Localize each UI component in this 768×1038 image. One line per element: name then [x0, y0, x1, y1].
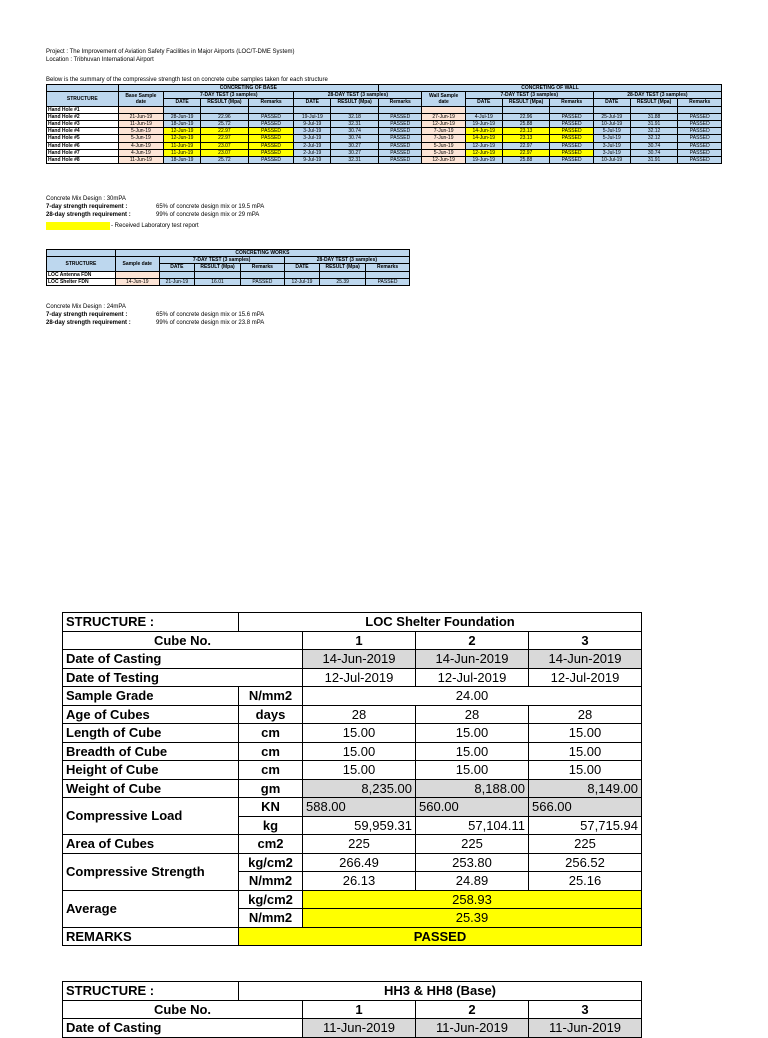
weight-label: Weight of Cube — [63, 779, 239, 798]
table-cell — [422, 106, 465, 113]
casting-3: 11-Jun-2019 — [529, 1019, 642, 1038]
table-cell — [201, 106, 249, 113]
area-2: 225 — [416, 835, 529, 854]
area-label: Area of Cubes — [63, 835, 239, 854]
breadth-unit: cm — [239, 742, 303, 761]
table-cell: PASSED — [550, 149, 593, 156]
avg-unit-kg: kg/cm2 — [239, 890, 303, 909]
table-cell: PASSED — [379, 113, 422, 120]
remarks-value: PASSED — [239, 927, 642, 946]
table-cell: PASSED — [379, 121, 422, 128]
date-header: DATE — [164, 99, 201, 106]
table-cell — [294, 106, 331, 113]
table-row — [47, 271, 410, 278]
table-cell: PASSED — [379, 142, 422, 149]
length-1: 15.00 — [303, 724, 416, 743]
length-3: 15.00 — [529, 724, 642, 743]
casting-label: Date of Casting — [63, 650, 303, 669]
strength-kg-2: 253.80 — [416, 853, 529, 872]
table-cell: 2-Jul-19 — [294, 149, 331, 156]
table-cell: 30.74 — [331, 135, 379, 142]
table-cell: 25.39 — [320, 278, 366, 285]
req7-label: 7-day strength requirement : — [46, 204, 128, 210]
table-cell: 4-Jun-19 — [118, 149, 164, 156]
load-unit-kn: KN — [239, 798, 303, 817]
table-cell: 3-Jul-19 — [294, 135, 331, 142]
age-2: 28 — [416, 705, 529, 724]
table-cell: PASSED — [379, 135, 422, 142]
table-cell: 7-Jun-19 — [422, 128, 465, 135]
strength-kg-1: 266.49 — [303, 853, 416, 872]
summary-table-works — [46, 249, 410, 286]
table-cell: 18-Jun-19 — [164, 121, 201, 128]
table-cell: 25.72 — [201, 157, 249, 164]
age-unit: days — [239, 705, 303, 724]
req28-value: 99% of concrete design mix or 29 mPA — [156, 212, 260, 218]
table-cell: PASSED — [248, 128, 294, 135]
legend-swatch — [46, 222, 110, 230]
table-cell: 11-Jun-19 — [118, 121, 164, 128]
table-cell: 23.07 — [201, 149, 249, 156]
load-kg-3: 57,715.94 — [529, 816, 642, 835]
table-cell: 22.97 — [201, 135, 249, 142]
table-row — [47, 149, 722, 156]
table-cell: 22.97 — [201, 128, 249, 135]
table-cell: 3-Jul-19 — [294, 128, 331, 135]
table-cell: 31.88 — [630, 113, 678, 120]
table-cell — [379, 106, 422, 113]
test7-header: 7-DAY TEST (3 samples) — [164, 92, 294, 99]
casting-3: 14-Jun-2019 — [529, 650, 642, 669]
table-cell: 7-Jun-19 — [422, 135, 465, 142]
table-row — [47, 128, 722, 135]
table-cell: 22.97 — [502, 149, 550, 156]
table-cell: 32.18 — [331, 113, 379, 120]
strength-n-2: 24.89 — [416, 872, 529, 891]
table-cell: PASSED — [678, 135, 722, 142]
breadth-label: Breadth of Cube — [63, 742, 239, 761]
testing-1: 12-Jul-2019 — [303, 668, 416, 687]
table-cell: 12-Jun-19 — [465, 142, 502, 149]
table-cell: PASSED — [248, 157, 294, 164]
table-row — [47, 135, 722, 142]
table-cell: 10-Jul-19 — [593, 157, 630, 164]
table-cell — [320, 271, 366, 278]
cube-test-table-hh3-hh8 — [62, 981, 642, 1038]
table-cell: 30.74 — [630, 142, 678, 149]
cube-no-label: Cube No. — [63, 1000, 303, 1019]
table-cell: 31.91 — [630, 121, 678, 128]
length-2: 15.00 — [416, 724, 529, 743]
table-cell: PASSED — [248, 142, 294, 149]
height-label: Height of Cube — [63, 761, 239, 780]
table-cell: PASSED — [248, 135, 294, 142]
remarks-header: Remarks — [248, 99, 294, 106]
cube-no-3: 3 — [529, 1000, 642, 1019]
table-cell: 23.07 — [201, 142, 249, 149]
req28-note-2 — [46, 320, 265, 328]
strength-kg-3: 256.52 — [529, 853, 642, 872]
table-cell — [284, 271, 319, 278]
table-cell: 18-Jun-19 — [164, 157, 201, 164]
table-cell — [159, 271, 194, 278]
table-cell — [240, 271, 284, 278]
summary-line: Below is the summary of the compressive strength test on concrete cube samples taken for each structure — [46, 77, 328, 83]
date-header: DATE — [294, 99, 331, 106]
table-cell — [248, 106, 294, 113]
table-cell: 12-Jul-19 — [284, 278, 319, 285]
mix-design-note-2: Concrete Mix Design : 24mPA — [46, 304, 126, 310]
table-cell: PASSED — [550, 157, 593, 164]
table-cell: 21-Jun-19 — [159, 278, 194, 285]
table-cell: 32.12 — [630, 128, 678, 135]
remarks-label: REMARKS — [63, 927, 239, 946]
load-kn-2: 560.00 — [416, 798, 529, 817]
table-cell — [550, 106, 593, 113]
strength-label: Compressive Strength — [63, 853, 239, 890]
table-cell: PASSED — [678, 121, 722, 128]
table-cell: 4-Jul-19 — [465, 113, 502, 120]
cube-test-table-loc-shelter — [62, 612, 642, 946]
table-cell — [331, 106, 379, 113]
weight-2: 8,188.00 — [416, 779, 529, 798]
table-cell: PASSED — [379, 128, 422, 135]
average-label: Average — [63, 890, 239, 927]
blank-cell — [47, 85, 119, 92]
table-cell: 14-Jun-19 — [465, 128, 502, 135]
length-unit: cm — [239, 724, 303, 743]
strength-unit-n: N/mm2 — [239, 872, 303, 891]
table-cell: 9-Jul-19 — [294, 157, 331, 164]
table-cell — [502, 106, 550, 113]
table-cell: 25.88 — [502, 157, 550, 164]
table-cell: 12-Jun-19 — [164, 128, 201, 135]
testing-label: Date of Testing — [63, 668, 303, 687]
breadth-1: 15.00 — [303, 742, 416, 761]
result-header: RESULT (Mpa) — [502, 99, 550, 106]
area-unit: cm2 — [239, 835, 303, 854]
casting-2: 14-Jun-2019 — [416, 650, 529, 669]
base-sample-date-header: Base Sample date — [118, 92, 164, 106]
table-cell: PASSED — [366, 278, 410, 285]
req28-value: 99% of concrete design mix or 23.8 mPA — [156, 320, 265, 326]
table-cell: PASSED — [379, 149, 422, 156]
req7-value: 65% of concrete design mix or 15.6 mPA — [156, 312, 265, 318]
table-cell: PASSED — [550, 121, 593, 128]
table-cell: 5-Jun-19 — [422, 142, 465, 149]
table-cell: PASSED — [678, 113, 722, 120]
result-header: RESULT (Mpa) — [630, 99, 678, 106]
load-label: Compressive Load — [63, 798, 239, 835]
remarks-header: Remarks — [379, 99, 422, 106]
summary-table-base-wall — [46, 84, 722, 164]
table-cell: 27-Jun-19 — [422, 113, 465, 120]
table-cell: 25-Jul-19 — [593, 113, 630, 120]
remarks-header: Remarks — [240, 264, 284, 271]
table-cell: 25.88 — [502, 121, 550, 128]
cube-no-2: 2 — [416, 631, 529, 650]
structure-cell: Hand Hole #6 — [47, 142, 119, 149]
structure-cell: Hand Hole #4 — [47, 128, 119, 135]
table-cell: 5-Jul-19 — [593, 128, 630, 135]
structure-header: STRUCTURE — [47, 92, 119, 106]
table-cell: 5-Jun-19 — [118, 135, 164, 142]
cube-no-3: 3 — [529, 631, 642, 650]
mix-design-note: Concrete Mix Design : 30mPA — [46, 196, 126, 202]
strength-n-3: 25.16 — [529, 872, 642, 891]
length-label: Length of Cube — [63, 724, 239, 743]
structure-cell: Hand Hole #1 — [47, 106, 119, 113]
table-cell — [593, 106, 630, 113]
req7-note-2 — [46, 312, 265, 320]
result-header: RESULT (Mpa) — [320, 264, 366, 271]
structure-label: STRUCTURE : — [63, 613, 239, 632]
cube-no-1: 1 — [303, 1000, 416, 1019]
date-header: DATE — [465, 99, 502, 106]
project-line: Project : The Improvement of Aviation Safety Facilities in Major Airports (LOC/T-DME System) — [46, 49, 295, 55]
table-cell: 32.31 — [331, 157, 379, 164]
casting-1: 14-Jun-2019 — [303, 650, 416, 669]
table-cell: PASSED — [248, 121, 294, 128]
table-cell: 5-Jul-19 — [593, 135, 630, 142]
table-cell: 30.27 — [331, 142, 379, 149]
table-cell: 32.31 — [331, 121, 379, 128]
weight-3: 8,149.00 — [529, 779, 642, 798]
table-cell: 3-Jul-19 — [593, 142, 630, 149]
height-1: 15.00 — [303, 761, 416, 780]
table-cell — [678, 106, 722, 113]
table-cell: 14-Jun-19 — [115, 278, 159, 285]
date-header: DATE — [284, 264, 319, 271]
result-header: RESULT (Mpa) — [331, 99, 379, 106]
table-cell: PASSED — [550, 135, 593, 142]
table-cell: PASSED — [550, 128, 593, 135]
weight-unit: gm — [239, 779, 303, 798]
structure-cell: LOC Shelter FDN — [47, 278, 116, 285]
age-label: Age of Cubes — [63, 705, 239, 724]
remarks-header: Remarks — [550, 99, 593, 106]
table-cell: 11-Jun-19 — [118, 157, 164, 164]
weight-1: 8,235.00 — [303, 779, 416, 798]
table-cell: 22.96 — [201, 113, 249, 120]
table-cell: PASSED — [550, 113, 593, 120]
structure-name: HH3 & HH8 (Base) — [239, 982, 642, 1001]
structure-cell: LOC Antenna FDN — [47, 271, 116, 278]
test28-header: 28-DAY TEST (3 samples) — [284, 257, 409, 264]
grade-unit: N/mm2 — [239, 687, 303, 706]
sample-date-header: Sample date — [115, 257, 159, 271]
age-1: 28 — [303, 705, 416, 724]
remarks-header: Remarks — [366, 264, 410, 271]
group-wall: CONCRETING OF WALL — [379, 85, 722, 92]
group-base: CONCRETING OF BASE — [118, 85, 378, 92]
table-cell — [366, 271, 410, 278]
table-cell: 30.74 — [630, 149, 678, 156]
load-kn-1: 588.00 — [303, 798, 416, 817]
table-cell: 12-Jun-19 — [465, 149, 502, 156]
structure-name: LOC Shelter Foundation — [239, 613, 642, 632]
table-cell: 32.12 — [630, 135, 678, 142]
table-cell — [465, 106, 502, 113]
structure-label: STRUCTURE : — [63, 982, 239, 1001]
table-cell: 31.91 — [630, 157, 678, 164]
testing-3: 12-Jul-2019 — [529, 668, 642, 687]
wall-sample-date-header: Wall Sample date — [422, 92, 465, 106]
date-header: DATE — [593, 99, 630, 106]
area-3: 225 — [529, 835, 642, 854]
table-cell: 10-Jul-19 — [593, 121, 630, 128]
testing-2: 12-Jul-2019 — [416, 668, 529, 687]
cube-no-1: 1 — [303, 631, 416, 650]
table-cell: PASSED — [678, 157, 722, 164]
casting-1: 11-Jun-2019 — [303, 1019, 416, 1038]
table-row — [47, 278, 410, 285]
table-cell: 23.13 — [502, 128, 550, 135]
table-cell — [630, 106, 678, 113]
structure-cell: Hand Hole #2 — [47, 113, 119, 120]
table-cell: 11-Jun-19 — [164, 142, 201, 149]
table-row — [47, 106, 722, 113]
table-cell: PASSED — [248, 113, 294, 120]
load-kg-2: 57,104.11 — [416, 816, 529, 835]
table-cell: PASSED — [248, 149, 294, 156]
remarks-header: Remarks — [678, 99, 722, 106]
casting-label: Date of Casting — [63, 1019, 303, 1038]
table-row — [47, 142, 722, 149]
location-line: Location : Tribhuvan International Airport — [46, 57, 154, 63]
grade-value: 24.00 — [303, 687, 642, 706]
table-cell: 19-Jul-19 — [294, 113, 331, 120]
breadth-3: 15.00 — [529, 742, 642, 761]
table-cell — [164, 106, 201, 113]
table-cell: PASSED — [550, 142, 593, 149]
avg-kg-value: 258.93 — [303, 890, 642, 909]
table-cell — [115, 271, 159, 278]
structure-cell: Hand Hole #7 — [47, 149, 119, 156]
cube-no-label: Cube No. — [63, 631, 303, 650]
req7-label: 7-day strength requirement : — [46, 312, 128, 318]
table-cell: 12-Jun-19 — [164, 135, 201, 142]
legend-text: - Received Laboratory test report — [111, 223, 199, 229]
test7-header: 7-DAY TEST (3 samples) — [159, 257, 284, 264]
table-cell: 14-Jun-19 — [465, 135, 502, 142]
structure-cell: Hand Hole #8 — [47, 157, 119, 164]
avg-unit-n: N/mm2 — [239, 909, 303, 928]
result-header: RESULT (Mpa) — [201, 99, 249, 106]
table-cell: 30.27 — [331, 149, 379, 156]
blank-cell — [47, 250, 116, 257]
req7-value: 65% of concrete design mix or 19.5 mPA — [156, 204, 265, 210]
area-1: 225 — [303, 835, 416, 854]
table-cell: 2-Jul-19 — [294, 142, 331, 149]
table-cell: 22.97 — [502, 142, 550, 149]
height-2: 15.00 — [416, 761, 529, 780]
avg-n-value: 25.39 — [303, 909, 642, 928]
table-cell: 30.74 — [331, 128, 379, 135]
table-cell — [195, 271, 241, 278]
table-cell: 11-Jun-19 — [164, 149, 201, 156]
table-cell: 5-Jun-19 — [422, 149, 465, 156]
table-cell: 25.72 — [201, 121, 249, 128]
test28-header: 28-DAY TEST (3 samples) — [294, 92, 422, 99]
req7-note — [46, 204, 265, 212]
structure-header: STRUCTURE — [47, 257, 116, 271]
table-cell: PASSED — [678, 149, 722, 156]
table-cell: 9-Jul-19 — [294, 121, 331, 128]
group-works: CONCRETING WORKS — [115, 250, 409, 257]
table-cell: PASSED — [240, 278, 284, 285]
strength-unit-kg: kg/cm2 — [239, 853, 303, 872]
structure-cell: Hand Hole #5 — [47, 135, 119, 142]
table-cell: 28-Jun-19 — [164, 113, 201, 120]
table-cell: 12-Jun-19 — [422, 121, 465, 128]
breadth-2: 15.00 — [416, 742, 529, 761]
req28-note — [46, 212, 260, 220]
table-cell: 21-Jun-19 — [118, 113, 164, 120]
structure-cell: Hand Hole #3 — [47, 121, 119, 128]
table-cell: 16.01 — [195, 278, 241, 285]
test7-header: 7-DAY TEST (3 samples) — [465, 92, 593, 99]
load-kg-1: 59,959.31 — [303, 816, 416, 835]
load-unit-kg: kg — [239, 816, 303, 835]
table-cell: PASSED — [678, 142, 722, 149]
table-cell: 3-Jul-19 — [593, 149, 630, 156]
req28-label: 28-day strength requirement : — [46, 212, 131, 218]
table-cell: 23.13 — [502, 135, 550, 142]
casting-2: 11-Jun-2019 — [416, 1019, 529, 1038]
cube-no-2: 2 — [416, 1000, 529, 1019]
table-cell: 5-Jun-19 — [118, 128, 164, 135]
table-cell: 19-Jun-19 — [465, 157, 502, 164]
table-cell: 19-Jun-19 — [465, 121, 502, 128]
table-row — [47, 157, 722, 164]
table-cell: PASSED — [379, 157, 422, 164]
table-row — [47, 121, 722, 128]
date-header: DATE — [159, 264, 194, 271]
test28-header: 28-DAY TEST (3 samples) — [593, 92, 721, 99]
req28-label: 28-day strength requirement : — [46, 320, 131, 326]
table-cell — [118, 106, 164, 113]
height-unit: cm — [239, 761, 303, 780]
result-header: RESULT (Mpa) — [195, 264, 241, 271]
table-row — [47, 113, 722, 120]
table-cell: PASSED — [678, 128, 722, 135]
strength-n-1: 26.13 — [303, 872, 416, 891]
table-cell: 4-Jun-19 — [118, 142, 164, 149]
age-3: 28 — [529, 705, 642, 724]
table-cell: 12-Jun-19 — [422, 157, 465, 164]
table-cell: 22.96 — [502, 113, 550, 120]
load-kn-3: 566.00 — [529, 798, 642, 817]
height-3: 15.00 — [529, 761, 642, 780]
grade-label: Sample Grade — [63, 687, 239, 706]
